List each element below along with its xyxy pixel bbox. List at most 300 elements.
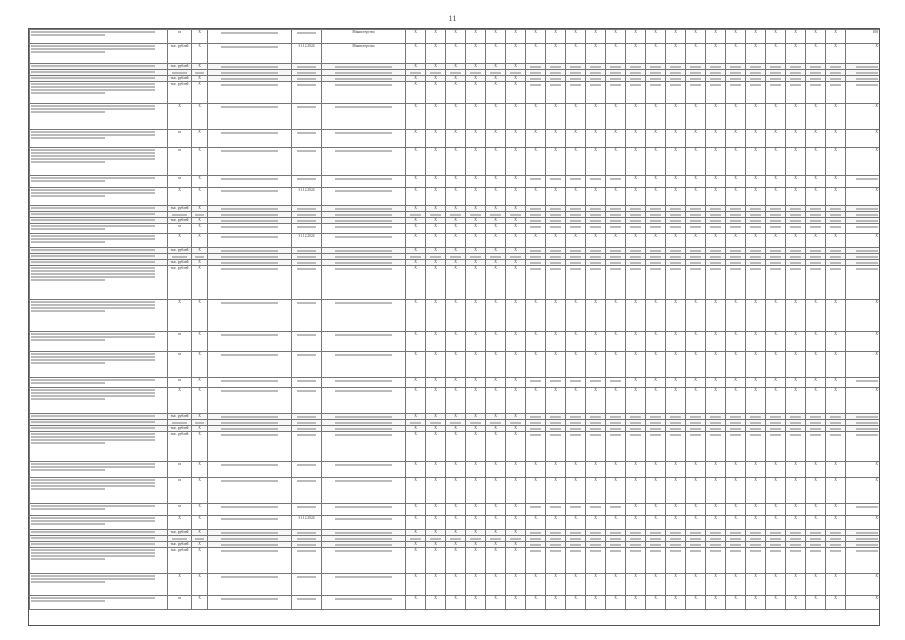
illegible-text-mark — [31, 421, 155, 423]
value-cell: Х — [426, 462, 446, 478]
illegible-text-mark — [335, 550, 392, 552]
value-cell: Х — [826, 388, 846, 414]
value-cell — [666, 82, 686, 104]
illegible-text-mark — [750, 262, 762, 264]
value-cell: Х — [626, 104, 646, 130]
value-cell: Х — [586, 30, 606, 44]
value-cell: Х — [546, 574, 566, 596]
value-cell: Х — [466, 332, 486, 352]
value-cell: Х — [406, 426, 426, 432]
value-cell: Х — [426, 426, 446, 432]
value-cell: Х — [526, 300, 546, 332]
value-cell: Х — [626, 332, 646, 352]
value-cell — [586, 82, 606, 104]
value-cell: Х — [686, 388, 706, 414]
value-cell — [566, 504, 586, 516]
illegible-text-mark — [31, 131, 155, 133]
illegible-text-mark — [590, 422, 602, 424]
illegible-text-mark — [650, 226, 662, 228]
value-cell — [526, 82, 546, 104]
budget-table — [29, 29, 880, 610]
illegible-text-mark — [570, 208, 582, 210]
unit-cell: Х — [168, 234, 192, 248]
total-cell: Х — [846, 462, 880, 478]
illegible-text-mark — [31, 508, 105, 510]
row-description — [30, 300, 168, 332]
illegible-text-mark — [221, 208, 278, 210]
illegible-text-mark — [335, 106, 392, 108]
illegible-text-mark — [570, 506, 582, 508]
value-cell: Х — [806, 574, 826, 596]
value-cell — [766, 432, 786, 462]
illegible-text-mark — [31, 267, 155, 269]
illegible-text-mark — [570, 268, 582, 270]
value-cell: Х — [506, 224, 526, 234]
illegible-text-mark — [221, 480, 278, 482]
illegible-text-mark — [297, 538, 316, 540]
illegible-text-mark — [31, 488, 105, 490]
value-cell: Х — [786, 478, 806, 504]
value-cell: Х — [426, 104, 446, 130]
illegible-text-mark — [31, 359, 155, 361]
value-cell: Х — [646, 234, 666, 248]
illegible-text-mark — [670, 250, 682, 252]
value-cell — [546, 432, 566, 462]
illegible-text-mark — [810, 256, 822, 258]
program-cell — [208, 234, 292, 248]
value-cell: Х — [406, 64, 426, 70]
value-cell: Х — [506, 462, 526, 478]
value-cell: Х — [466, 266, 486, 300]
value-cell: Х — [526, 234, 546, 248]
value-cell: Х — [546, 596, 566, 610]
value-cell: Х — [826, 504, 846, 516]
table-row — [30, 130, 880, 148]
illegible-text-mark — [530, 538, 542, 540]
illegible-text-mark — [470, 256, 482, 258]
illegible-text-mark — [297, 576, 316, 578]
table-row — [30, 478, 880, 504]
illegible-text-mark — [670, 428, 682, 430]
illegible-text-mark — [710, 550, 722, 552]
illegible-text-mark — [750, 538, 762, 540]
program-cell — [208, 504, 292, 516]
illegible-text-mark — [31, 207, 155, 209]
value-cell: Х — [606, 30, 626, 44]
value-cell: Х — [646, 478, 666, 504]
mark-cell: Х — [192, 414, 208, 420]
illegible-text-mark — [856, 78, 878, 80]
illegible-text-mark — [670, 544, 682, 546]
illegible-text-mark — [335, 334, 392, 336]
value-cell: Х — [666, 574, 686, 596]
value-cell: Х — [486, 44, 506, 64]
illegible-text-mark — [730, 208, 742, 210]
value-cell: Х — [686, 596, 706, 610]
responsible-cell — [322, 266, 406, 300]
illegible-text-mark — [590, 178, 602, 180]
value-cell: Х — [446, 574, 466, 596]
value-cell: Х — [646, 462, 666, 478]
date-cell: 31.12.2024 — [292, 44, 322, 64]
value-cell: Х — [786, 188, 806, 206]
illegible-text-mark — [810, 262, 822, 264]
value-cell: Х — [466, 206, 486, 212]
value-cell: Х — [446, 224, 466, 234]
value-cell: Х — [726, 574, 746, 596]
value-cell: Х — [686, 378, 706, 388]
value-cell: Х — [486, 30, 506, 44]
value-cell: Х — [806, 378, 826, 388]
illegible-text-mark — [31, 339, 105, 341]
date-cell — [292, 300, 322, 332]
date-cell — [292, 378, 322, 388]
illegible-text-mark — [335, 518, 392, 520]
illegible-text-mark — [221, 84, 278, 86]
illegible-text-mark — [790, 416, 802, 418]
unit-cell: Х — [168, 574, 192, 596]
illegible-text-mark — [297, 598, 316, 600]
illegible-text-mark — [610, 178, 622, 180]
illegible-text-mark — [221, 544, 278, 546]
program-cell — [208, 176, 292, 188]
value-cell: Х — [546, 462, 566, 478]
illegible-text-mark — [195, 422, 204, 424]
value-cell: Х — [666, 130, 686, 148]
row-description — [30, 574, 168, 596]
illegible-text-mark — [830, 434, 842, 436]
program-cell — [208, 332, 292, 352]
responsible-cell — [322, 224, 406, 234]
illegible-text-mark — [830, 84, 842, 86]
value-cell — [746, 82, 766, 104]
table-row — [30, 432, 880, 462]
value-cell: Х — [526, 44, 546, 64]
illegible-text-mark — [530, 72, 542, 74]
illegible-text-mark — [335, 84, 392, 86]
illegible-text-mark — [810, 226, 822, 228]
illegible-text-mark — [830, 550, 842, 552]
illegible-text-mark — [221, 220, 278, 222]
illegible-text-mark — [710, 66, 722, 68]
illegible-text-mark — [335, 178, 392, 180]
row-description — [30, 596, 168, 610]
illegible-text-mark — [335, 208, 392, 210]
illegible-text-mark — [570, 380, 582, 382]
value-cell — [546, 504, 566, 516]
illegible-text-mark — [221, 576, 278, 578]
illegible-text-mark — [530, 268, 542, 270]
illegible-text-mark — [856, 66, 878, 68]
illegible-text-mark — [530, 380, 542, 382]
illegible-text-mark — [31, 195, 105, 197]
value-cell: Х — [706, 30, 726, 44]
value-cell: Х — [506, 414, 526, 420]
value-cell: Х — [826, 516, 846, 530]
value-cell: Х — [526, 148, 546, 176]
value-cell: Х — [666, 378, 686, 388]
illegible-text-mark — [221, 550, 278, 552]
unit-cell: тыс. рублей — [168, 266, 192, 300]
value-cell: Х — [426, 64, 446, 70]
value-cell — [526, 432, 546, 462]
value-cell: Х — [586, 148, 606, 176]
value-cell: Х — [806, 300, 826, 332]
illegible-text-mark — [297, 250, 316, 252]
row-description — [30, 478, 168, 504]
value-cell: Х — [446, 432, 466, 462]
value-cell: Х — [706, 574, 726, 596]
value-cell: Х — [486, 352, 506, 378]
value-cell: Х — [466, 148, 486, 176]
value-cell: Х — [426, 516, 446, 530]
value-cell: Х — [766, 462, 786, 478]
illegible-text-mark — [690, 208, 702, 210]
value-cell: Х — [466, 504, 486, 516]
illegible-text-mark — [31, 301, 155, 303]
illegible-text-mark — [335, 226, 392, 228]
table-row — [30, 176, 880, 188]
mark-cell: Х — [192, 248, 208, 254]
responsible-cell — [322, 104, 406, 130]
value-cell: Х — [606, 148, 626, 176]
value-cell: Х — [646, 378, 666, 388]
illegible-text-mark — [830, 416, 842, 418]
unit-cell: га — [168, 148, 192, 176]
illegible-text-mark — [221, 422, 278, 424]
illegible-text-mark — [31, 523, 105, 525]
value-cell: Х — [446, 188, 466, 206]
unit-cell: тыс. рублей — [168, 64, 192, 70]
date-cell — [292, 332, 322, 352]
value-cell: Х — [646, 188, 666, 206]
unit-cell: га — [168, 596, 192, 610]
illegible-text-mark — [770, 428, 782, 430]
table-row — [30, 30, 880, 44]
illegible-text-mark — [31, 65, 155, 67]
illegible-text-mark — [570, 66, 582, 68]
value-cell: Х — [466, 516, 486, 530]
illegible-text-mark — [490, 256, 502, 258]
mark-cell: Х — [192, 266, 208, 300]
mark-cell: Х — [192, 352, 208, 378]
illegible-text-mark — [730, 544, 742, 546]
value-cell — [606, 548, 626, 574]
value-cell: Х — [786, 388, 806, 414]
mark-cell: Х — [192, 64, 208, 70]
value-cell: Х — [766, 30, 786, 44]
value-cell: Х — [766, 388, 786, 414]
illegible-text-mark — [221, 46, 278, 48]
illegible-text-mark — [856, 208, 878, 210]
value-cell: Х — [746, 300, 766, 332]
value-cell: Х — [446, 30, 466, 44]
value-cell: Х — [746, 596, 766, 610]
value-cell — [546, 82, 566, 104]
illegible-text-mark — [31, 152, 155, 154]
value-cell: Х — [686, 130, 706, 148]
illegible-text-mark — [770, 416, 782, 418]
value-cell: Х — [546, 332, 566, 352]
value-cell: Х — [606, 352, 626, 378]
illegible-text-mark — [590, 550, 602, 552]
value-cell — [806, 82, 826, 104]
mark-cell: Х — [192, 432, 208, 462]
responsible-cell: Министерство — [322, 44, 406, 64]
illegible-text-mark — [710, 544, 722, 546]
illegible-text-mark — [31, 31, 155, 33]
date-cell — [292, 504, 322, 516]
value-cell: Х — [426, 478, 446, 504]
value-cell: Х — [466, 574, 486, 596]
unit-cell: Х — [168, 388, 192, 414]
program-cell — [208, 432, 292, 462]
value-cell: Х — [466, 82, 486, 104]
unit-cell: тыс. рублей — [168, 548, 192, 574]
illegible-text-mark — [790, 84, 802, 86]
program-cell — [208, 378, 292, 388]
illegible-text-mark — [530, 422, 542, 424]
value-cell: Х — [746, 130, 766, 148]
value-cell: Х — [706, 188, 726, 206]
illegible-text-mark — [770, 66, 782, 68]
illegible-text-mark — [570, 214, 582, 216]
illegible-text-mark — [690, 226, 702, 228]
value-cell: Х — [706, 378, 726, 388]
value-cell: Х — [466, 44, 486, 64]
illegible-text-mark — [570, 434, 582, 436]
date-cell — [292, 30, 322, 44]
illegible-text-mark — [31, 353, 155, 355]
illegible-text-mark — [335, 268, 392, 270]
value-cell: Х — [646, 596, 666, 610]
value-cell — [546, 266, 566, 300]
illegible-text-mark — [31, 552, 155, 554]
illegible-text-mark — [690, 72, 702, 74]
illegible-text-mark — [770, 538, 782, 540]
value-cell: Х — [506, 30, 526, 44]
value-cell: Х — [406, 378, 426, 388]
value-cell: Х — [446, 82, 466, 104]
responsible-cell — [322, 432, 406, 462]
value-cell — [666, 548, 686, 574]
illegible-text-mark — [31, 389, 155, 391]
illegible-text-mark — [221, 506, 278, 508]
value-cell — [526, 548, 546, 574]
value-cell: Х — [546, 188, 566, 206]
value-cell: Х — [426, 548, 446, 574]
illegible-text-mark — [221, 150, 278, 152]
program-cell — [208, 300, 292, 332]
date-cell — [292, 224, 322, 234]
value-cell: Х — [406, 548, 426, 574]
illegible-text-mark — [550, 538, 562, 540]
illegible-text-mark — [610, 208, 622, 210]
value-cell: Х — [466, 596, 486, 610]
responsible-cell — [322, 574, 406, 596]
mark-cell: Х — [192, 378, 208, 388]
illegible-text-mark — [31, 235, 155, 237]
illegible-text-mark — [590, 416, 602, 418]
illegible-text-mark — [31, 270, 155, 272]
illegible-text-mark — [730, 532, 742, 534]
value-cell: Х — [786, 462, 806, 478]
value-cell: Х — [566, 516, 586, 530]
illegible-text-mark — [570, 256, 582, 258]
illegible-text-mark — [690, 550, 702, 552]
value-cell: Х — [826, 332, 846, 352]
value-cell: Х — [746, 504, 766, 516]
illegible-text-mark — [856, 220, 878, 222]
illegible-text-mark — [630, 78, 642, 80]
value-cell: Х — [806, 504, 826, 516]
illegible-text-mark — [810, 544, 822, 546]
row-description — [30, 462, 168, 478]
value-cell: Х — [626, 574, 646, 596]
responsible-cell — [322, 462, 406, 478]
illegible-text-mark — [650, 250, 662, 252]
row-description — [30, 176, 168, 188]
illegible-text-mark — [610, 506, 622, 508]
value-cell: Х — [666, 596, 686, 610]
value-cell: Х — [726, 104, 746, 130]
responsible-cell — [322, 332, 406, 352]
value-cell — [726, 266, 746, 300]
mark-cell: Х — [192, 188, 208, 206]
illegible-text-mark — [221, 354, 278, 356]
responsible-cell — [322, 548, 406, 574]
value-cell: Х — [506, 516, 526, 530]
date-cell — [292, 548, 322, 574]
illegible-text-mark — [430, 72, 442, 74]
mark-cell: Х — [192, 130, 208, 148]
program-cell — [208, 266, 292, 300]
illegible-text-mark — [610, 214, 622, 216]
value-cell: Х — [526, 332, 546, 352]
value-cell: Х — [426, 248, 446, 254]
value-cell: Х — [466, 462, 486, 478]
illegible-text-mark — [335, 434, 392, 436]
value-cell: Х — [506, 574, 526, 596]
illegible-text-mark — [590, 380, 602, 382]
value-cell: Х — [826, 300, 846, 332]
value-cell: Х — [666, 504, 686, 516]
value-cell: Х — [706, 352, 726, 378]
illegible-text-mark — [610, 84, 622, 86]
value-cell — [746, 266, 766, 300]
illegible-text-mark — [650, 434, 662, 436]
value-cell: Х — [486, 596, 506, 610]
value-cell: Х — [766, 148, 786, 176]
unit-cell: га — [168, 224, 192, 234]
mark-cell: Х — [192, 300, 208, 332]
illegible-text-mark — [530, 544, 542, 546]
value-cell: Х — [486, 574, 506, 596]
value-cell: Х — [686, 478, 706, 504]
value-cell: Х — [586, 388, 606, 414]
illegible-text-mark — [335, 480, 392, 482]
value-cell: Х — [486, 388, 506, 414]
value-cell: Х — [506, 218, 526, 224]
illegible-text-mark — [490, 214, 502, 216]
value-cell: Х — [446, 76, 466, 82]
illegible-text-mark — [670, 416, 682, 418]
illegible-text-mark — [550, 72, 562, 74]
illegible-text-mark — [690, 434, 702, 436]
illegible-text-mark — [670, 214, 682, 216]
illegible-text-mark — [297, 422, 316, 424]
illegible-text-mark — [830, 250, 842, 252]
